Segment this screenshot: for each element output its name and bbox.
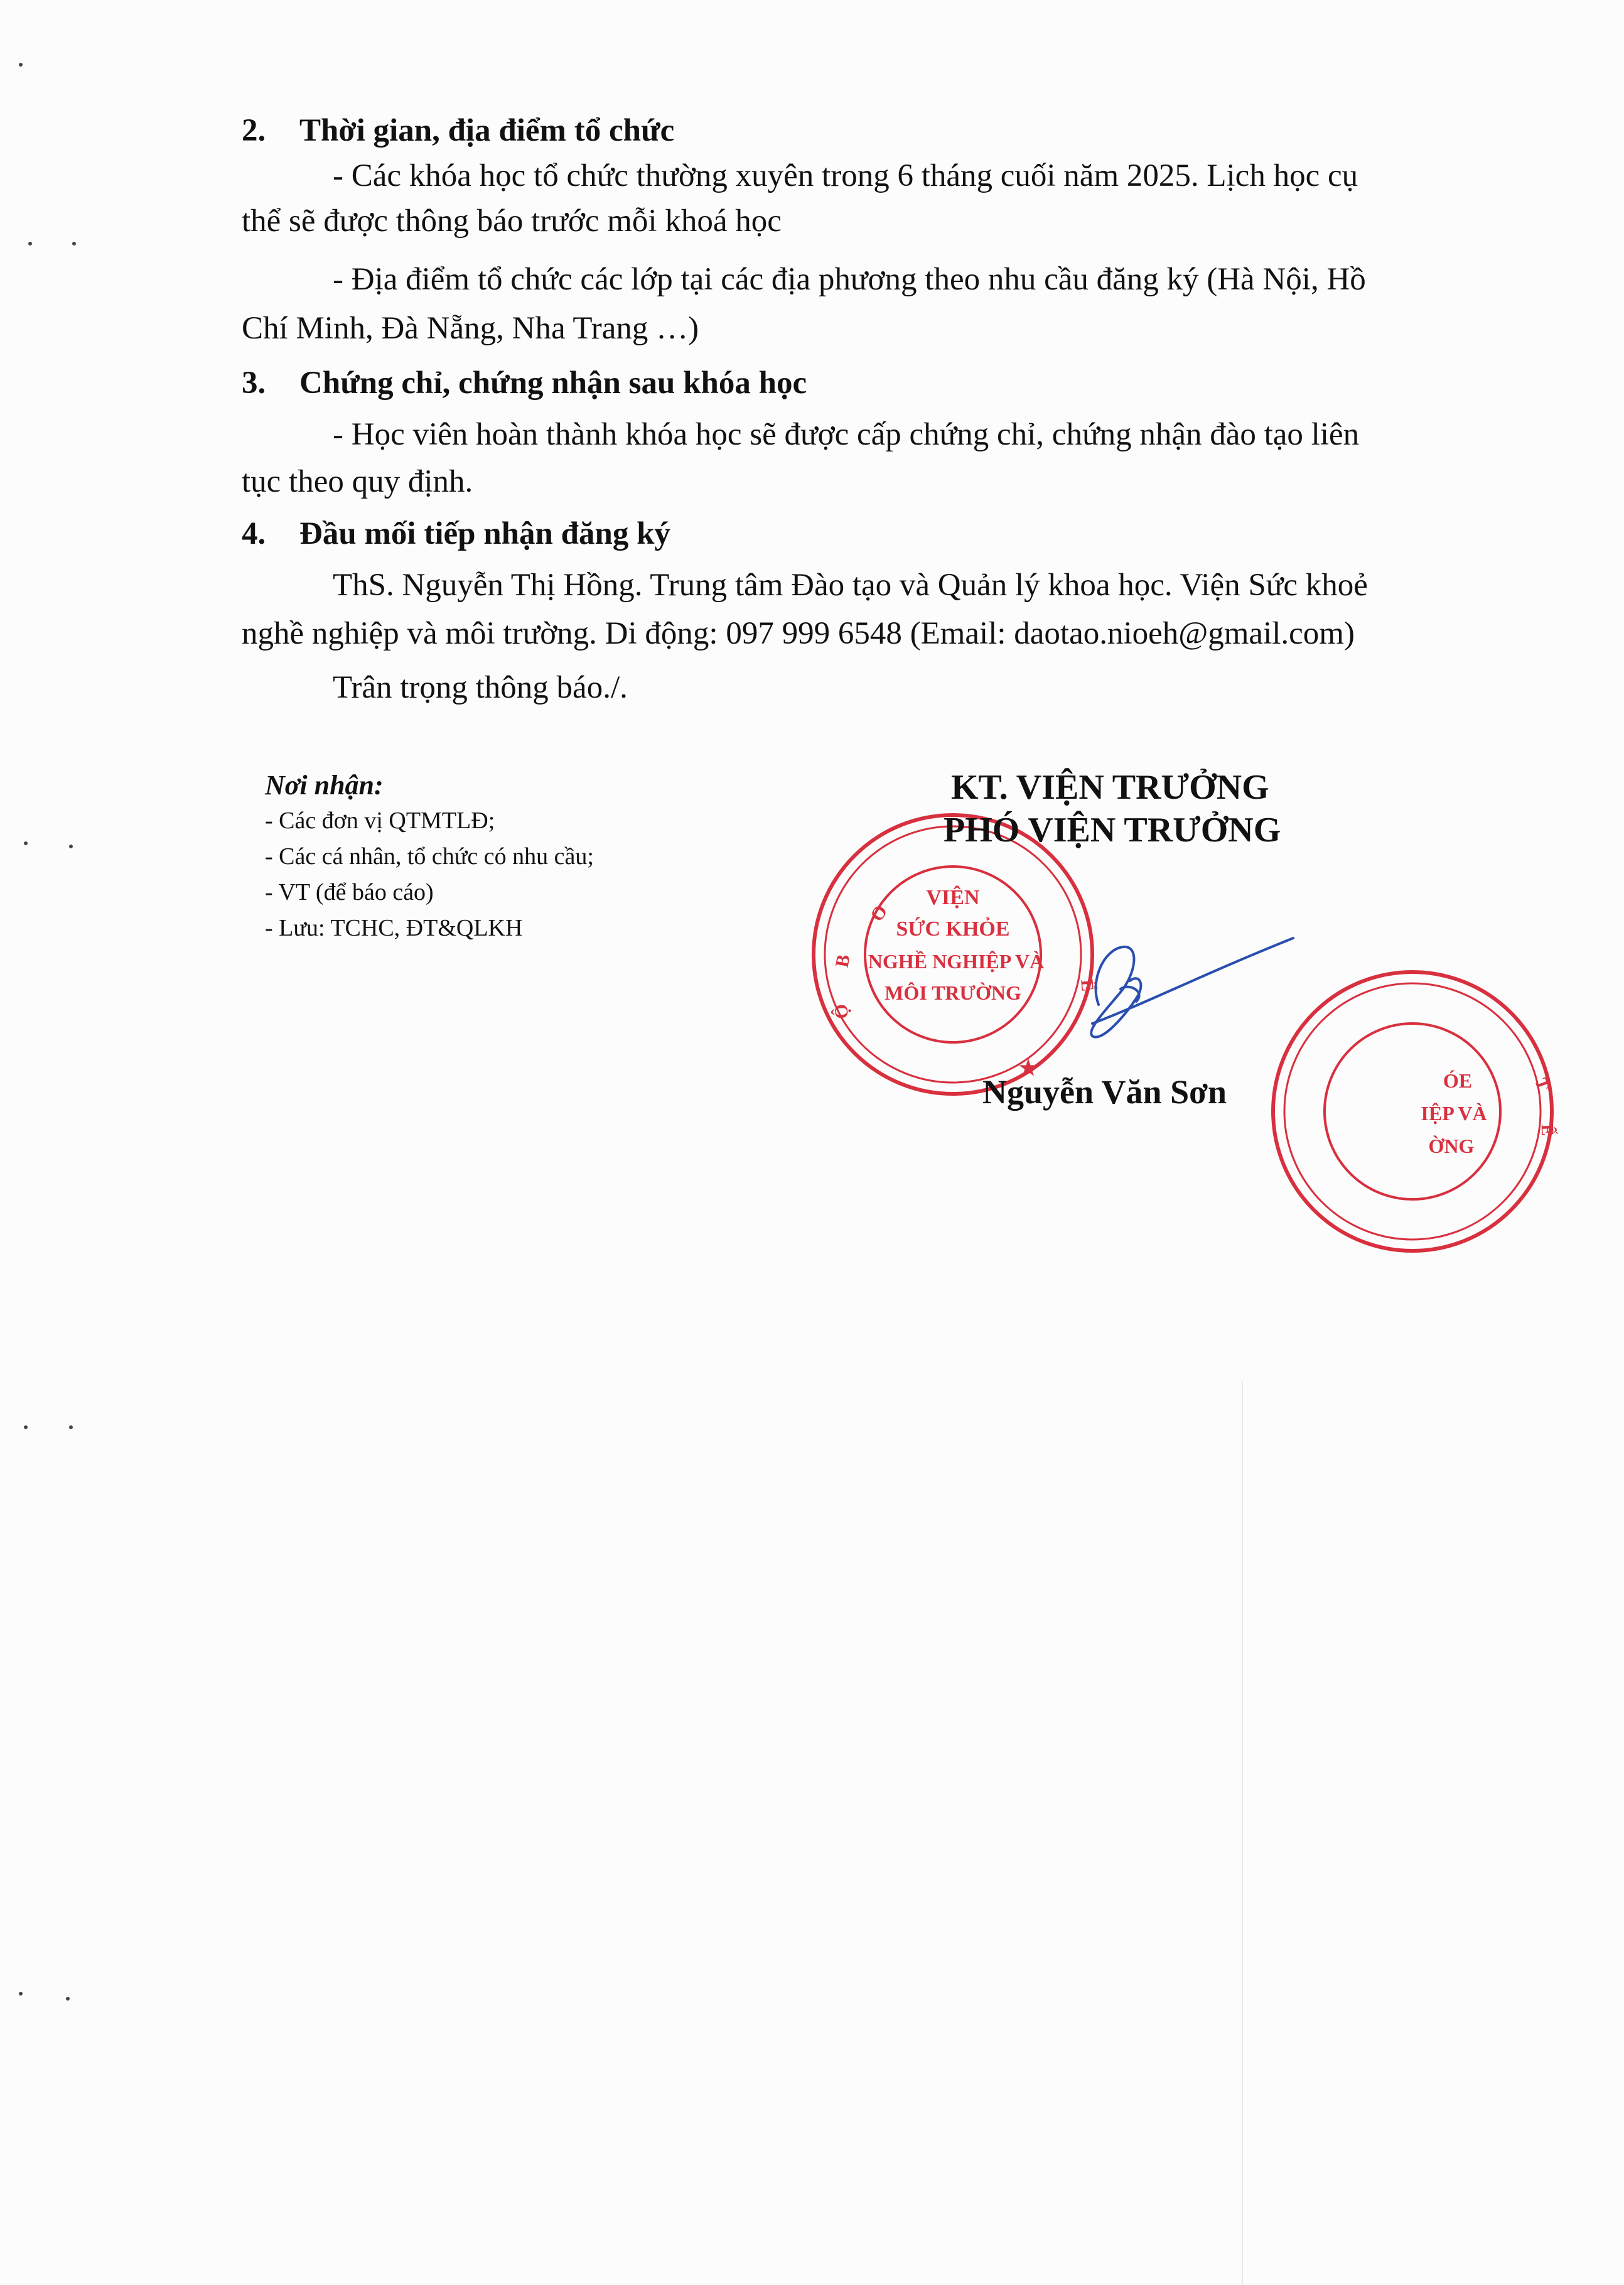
svg-text:IỆP VÀ: IỆP VÀ [1421, 1102, 1487, 1125]
section-number: 4. [242, 516, 266, 551]
svg-text:NGHỀ NGHIỆP VÀ: NGHỀ NGHIỆP VÀ [868, 950, 1045, 973]
svg-text:O: O [866, 901, 892, 926]
paragraph-line: nghề nghiệp và môi trường. Di động: 097 999 6548 (Email: daotao.nioeh@gmail.com) [242, 616, 1355, 651]
handwritten-signature [1030, 923, 1281, 1049]
recipient-item: - Lưu: TCHC, ĐT&QLKH [265, 915, 523, 941]
svg-text:MÔI TRƯỜNG: MÔI TRƯỜNG [885, 981, 1021, 1004]
paragraph-line: ThS. Nguyễn Thị Hồng. Trung tâm Đào tạo và Quản lý khoa học. Viện Sức khoẻ [333, 568, 1368, 603]
svg-text:SỨC KHỎE: SỨC KHỎE [896, 917, 1010, 941]
section-title: Chứng chỉ, chứng nhận sau khóa học [299, 365, 807, 401]
section-number: 3. [242, 365, 266, 401]
svg-text:T: T [1530, 1076, 1553, 1094]
paragraph-line: thể sẽ được thông báo trước mỗi khoá học [242, 203, 782, 239]
svg-text:ỜNG: ỜNG [1428, 1135, 1475, 1157]
partial-seal [1400, 948, 1557, 1275]
scan-edge-line [1242, 1381, 1243, 2285]
section-title: Đầu mối tiếp nhận đăng ký [299, 516, 670, 551]
margin-dot [24, 841, 28, 845]
margin-dot [69, 845, 73, 848]
signature-title-2: PHÓ VIỆN TRƯỞNG [944, 811, 1281, 850]
svg-text:Ế: Ế [1537, 1123, 1557, 1137]
svg-text:B: B [831, 953, 854, 970]
paragraph-line: tục theo quy định. [242, 464, 473, 499]
recipient-item: - Các đơn vị QTMTLĐ; [265, 808, 495, 834]
margin-dot [28, 242, 32, 246]
svg-text:Ộ: Ộ [831, 1003, 852, 1020]
recipients-title: Nơi nhận: [265, 770, 384, 801]
section-title: Thời gian, địa điểm tổ chức [299, 113, 675, 148]
signer-name: Nguyễn Văn Sơn [982, 1073, 1227, 1111]
section-heading [242, 363, 807, 403]
section-heading [242, 514, 670, 554]
paragraph-line: - Địa điểm tổ chức các lớp tại các địa phương theo nhu cầu đăng ký (Hà Nội, Hồ [333, 262, 1366, 297]
margin-dot [66, 1997, 70, 2001]
margin-dot [69, 1425, 73, 1429]
margin-dot [24, 1425, 28, 1429]
svg-text:★: ★ [1018, 1057, 1038, 1080]
section-heading [242, 111, 674, 151]
margin-dot [19, 1992, 23, 1996]
paragraph-line: Chí Minh, Đà Nẵng, Nha Trang …) [242, 311, 699, 346]
svg-text:VIỆN: VIỆN [926, 886, 980, 909]
margin-dot [72, 242, 76, 246]
paragraph-line: - Các khóa học tổ chức thường xuyên trong 6 tháng cuối năm 2025. Lịch học cụ [333, 158, 1358, 193]
recipient-item: - Các cá nhân, tổ chức có nhu cầu; [265, 843, 594, 870]
margin-dot [19, 63, 23, 67]
section-number: 2. [242, 113, 266, 148]
svg-text:Ế: Ế [1077, 978, 1097, 992]
recipient-item: - VT (để báo cáo) [265, 879, 434, 905]
signature-title-1: KT. VIỆN TRƯỞNG [951, 768, 1269, 807]
paragraph-line: - Học viên hoàn thành khóa học sẽ được cấp chứng chỉ, chứng nhận đào tạo liên [333, 417, 1360, 452]
recipients-block [265, 767, 594, 946]
svg-text:ÓE: ÓE [1443, 1069, 1473, 1092]
closing-line: Trân trọng thông báo./. [333, 670, 628, 705]
